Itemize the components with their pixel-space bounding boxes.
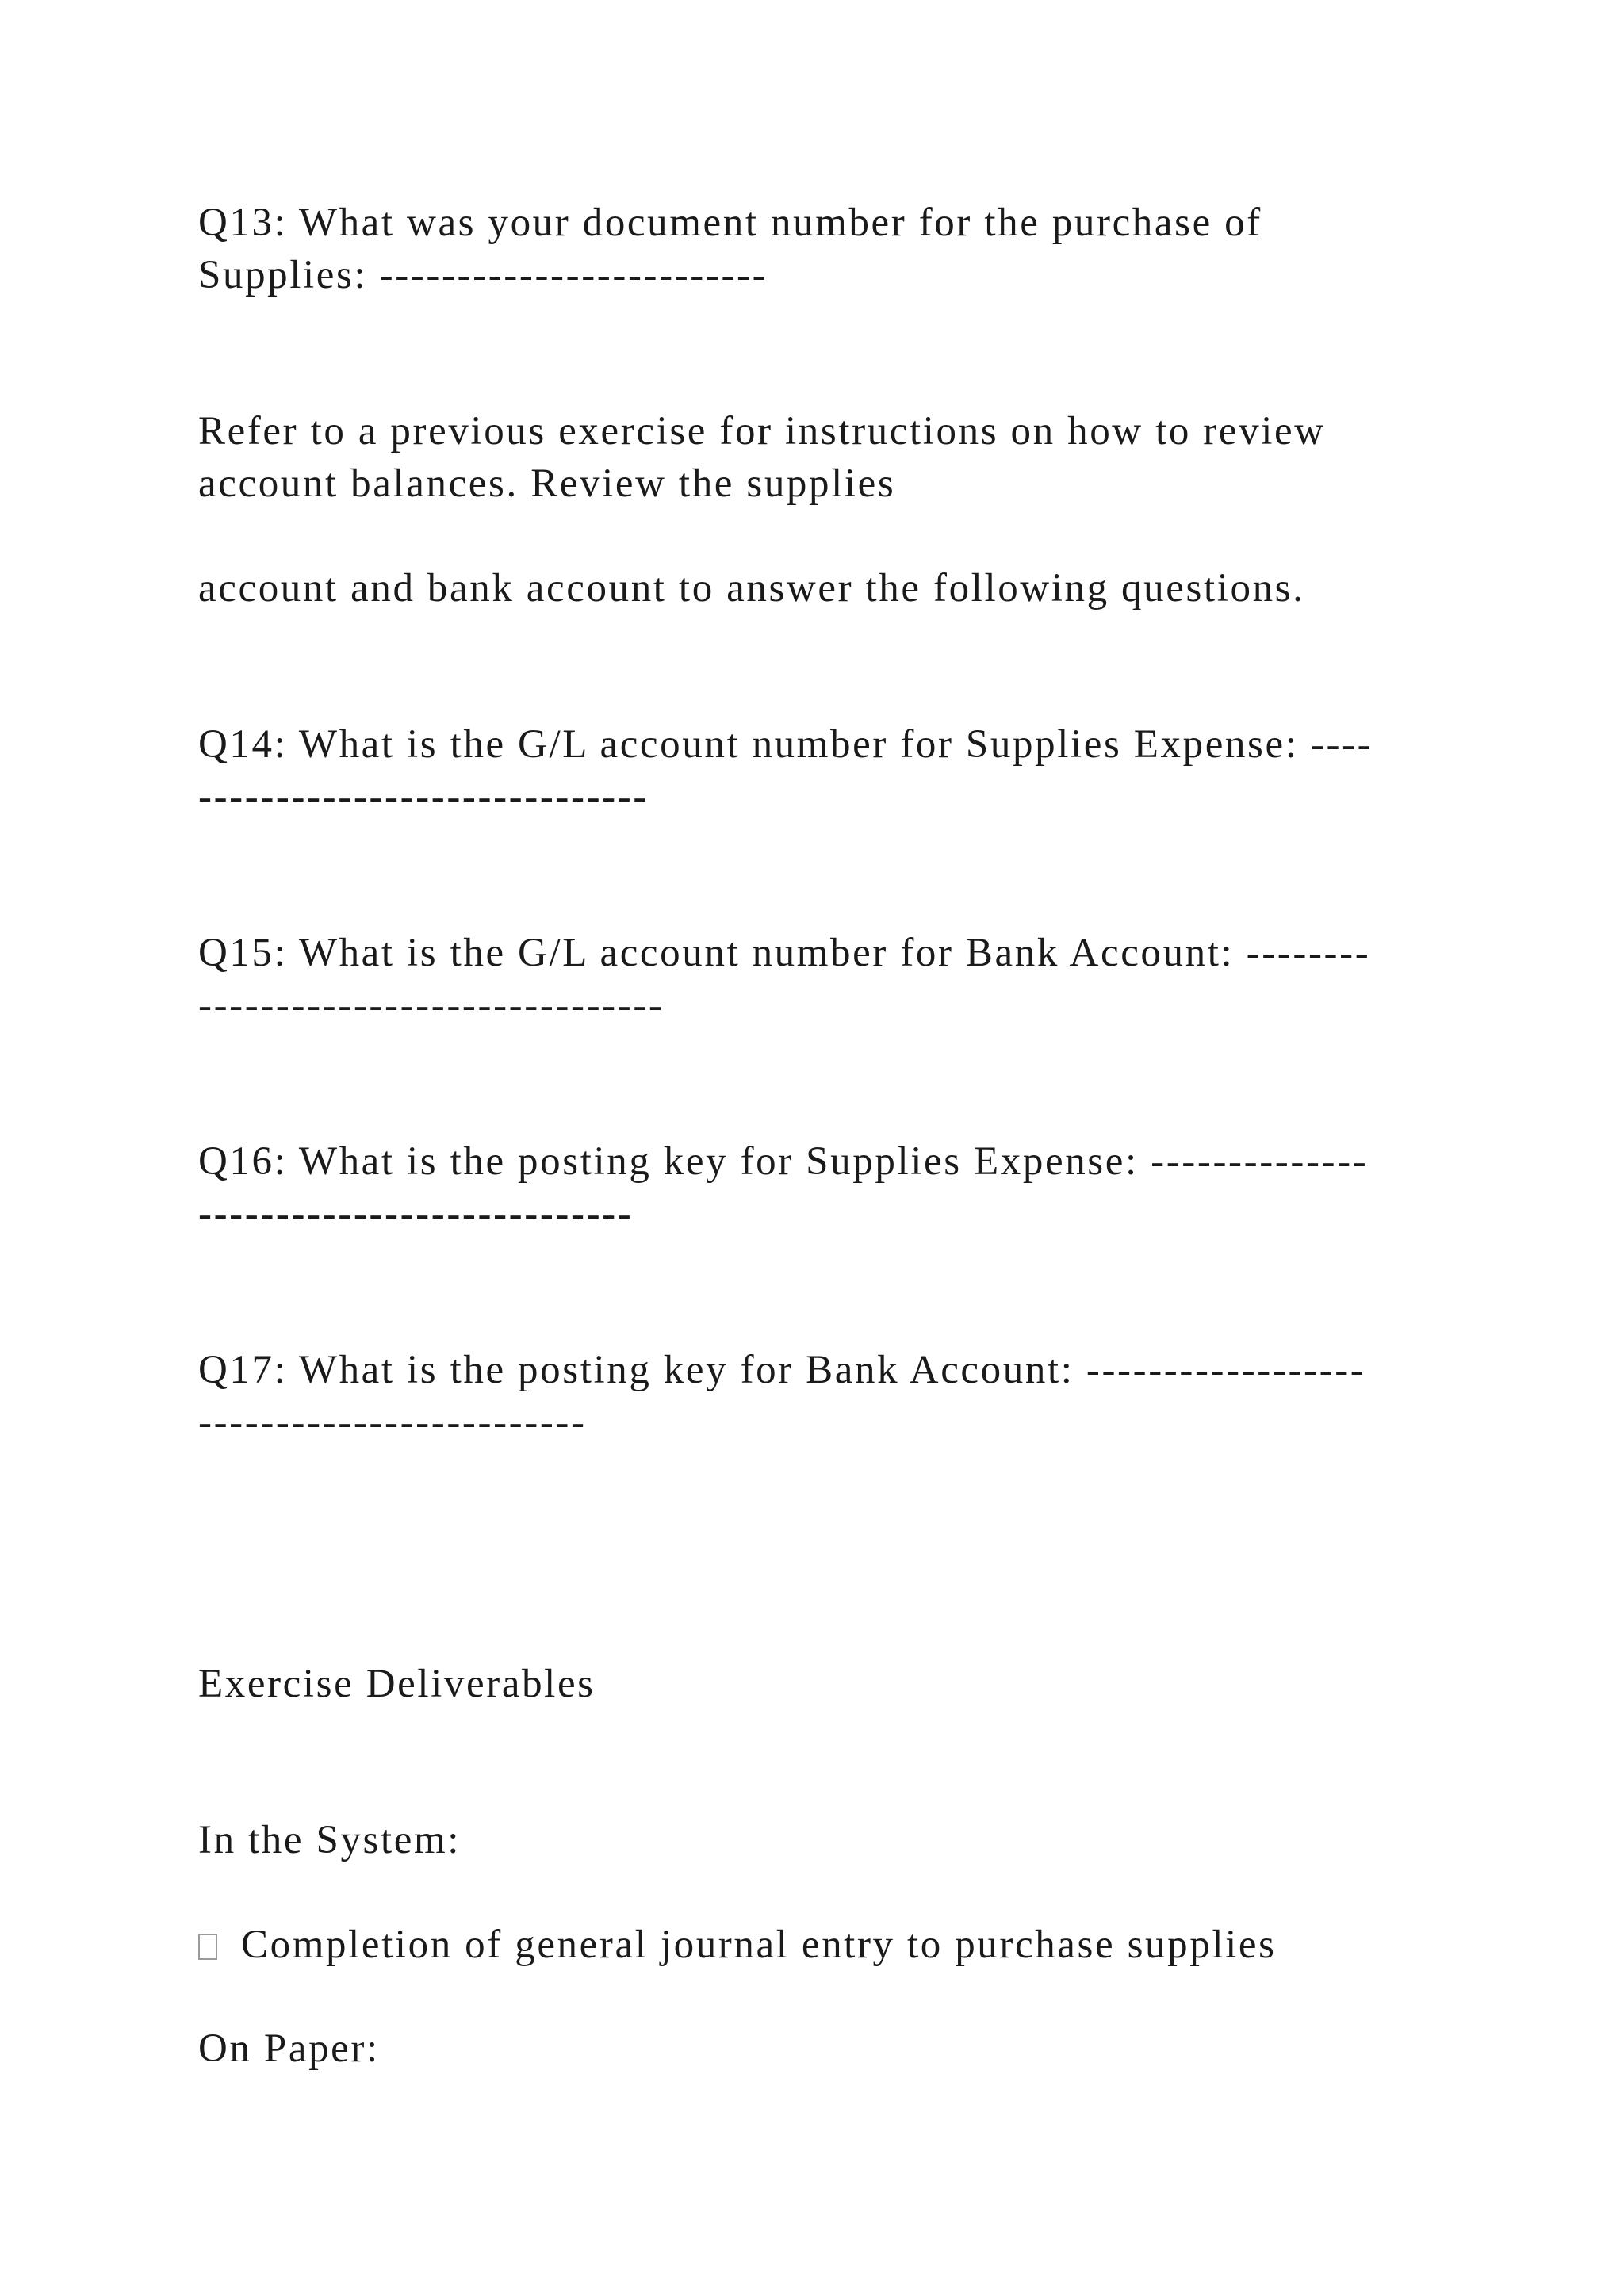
deliverable-item-text: Completion of general journal entry to purchase supplies [241, 1923, 1277, 1967]
q17-answer-line: ------------------------- [198, 1400, 587, 1445]
on-paper-label: On Paper: [198, 2026, 380, 2071]
instruction-text-line-2: account balances. Review the supplies [198, 461, 896, 506]
instruction-text-line-3: account and bank account to answer the following questions. [198, 566, 1305, 610]
q14-text: Q14: What is the G/L account number for Supplies Expense: ---- [198, 722, 1373, 767]
q15-answer-line: ------------------------------ [198, 983, 665, 1027]
bullet-box-icon [198, 1934, 217, 1960]
q17-text: Q17: What is the posting key for Bank Account: ------------------ [198, 1348, 1366, 1392]
instruction-text-line-1: Refer to a previous exercise for instructions on how to review [198, 409, 1326, 453]
q15-text: Q15: What is the G/L account number for Bank Account: -------- [198, 931, 1371, 975]
q13-answer-line: Supplies: ------------------------- [198, 253, 768, 297]
in-system-label: In the System: [198, 1818, 462, 1862]
q14-answer-line: ----------------------------- [198, 775, 649, 819]
q16-answer-line: ---------------------------- [198, 1192, 634, 1236]
q16-text: Q16: What is the posting key for Supplies Expense: -------------- [198, 1139, 1369, 1184]
q13-text: Q13: What was your document number for the purchase of [198, 201, 1262, 245]
deliverable-item [198, 1919, 1277, 1971]
deliverables-heading: Exercise Deliverables [198, 1662, 596, 1706]
